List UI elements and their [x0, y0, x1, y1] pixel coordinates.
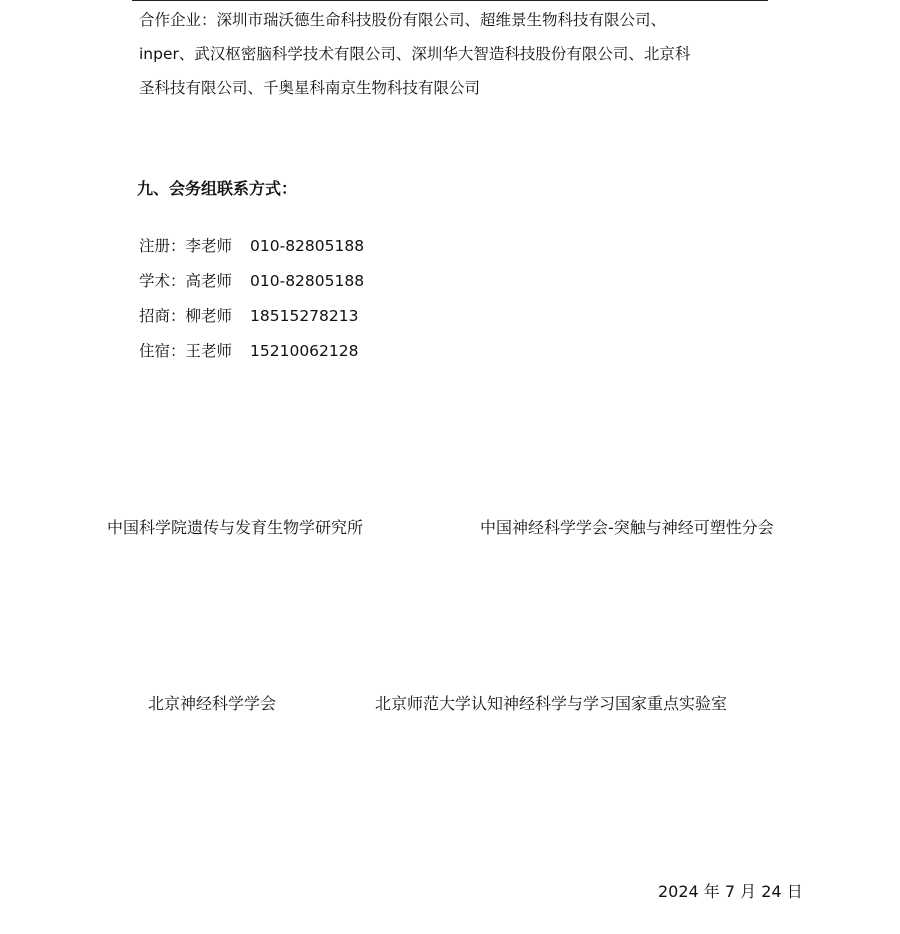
- top-divider: [132, 0, 768, 1]
- contact-phone: 010-82805188: [250, 272, 365, 290]
- partners-line-3: 圣科技有限公司、千奥星科南京生物科技有限公司: [139, 79, 481, 97]
- contact-row-sponsorship: [139, 304, 359, 328]
- contact-phone: 010-82805188: [250, 237, 365, 255]
- organizer-csn-synapse-branch: 中国神经科学学会-突触与神经可塑性分会: [480, 518, 774, 537]
- partner-companies-paragraph: [139, 3, 799, 105]
- contact-phone: 18515278213: [250, 307, 359, 325]
- partners-line-1: 合作企业：深圳市瑞沃德生命科技股份有限公司、超维景生物科技有限公司、: [139, 11, 667, 29]
- contact-label: 招商：柳老师: [139, 307, 233, 325]
- organizer-beijing-neuroscience-society: 北京神经科学学会: [148, 694, 277, 713]
- contact-label: 注册：李老师: [139, 237, 233, 255]
- contact-phone: 15210062128: [250, 342, 359, 360]
- contact-row-academic: [139, 269, 364, 293]
- contact-row-registration: [139, 234, 364, 258]
- partners-line-2: inper、武汉枢密脑科学技术有限公司、深圳华大智造科技股份有限公司、北京科: [139, 45, 691, 63]
- document-date: 2024 年 7 月 24 日: [658, 882, 803, 901]
- contact-label: 学术：高老师: [139, 272, 233, 290]
- contact-section-heading: 九、会务组联系方式：: [137, 179, 298, 198]
- organizer-igdb: 中国科学院遗传与发育生物学研究所: [107, 518, 364, 537]
- organizer-bnu-state-key-lab: 北京师范大学认知神经科学与学习国家重点实验室: [375, 694, 728, 713]
- contact-label: 住宿：王老师: [139, 342, 233, 360]
- contact-row-accommodation: [139, 339, 359, 363]
